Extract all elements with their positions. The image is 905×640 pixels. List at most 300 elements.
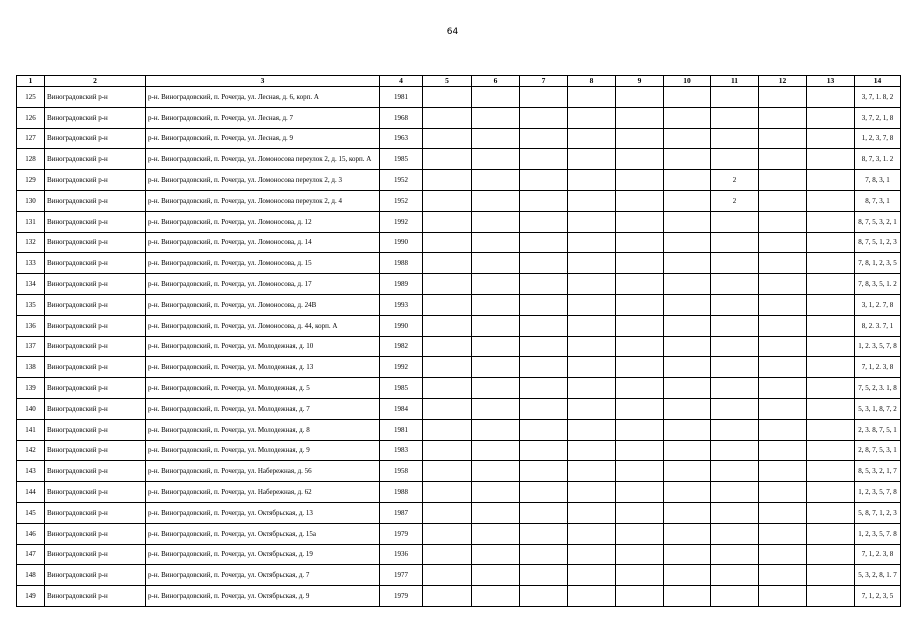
table-row: [17, 378, 901, 399]
column-12-cell: [759, 232, 807, 253]
column-8-cell: [568, 128, 616, 149]
district-cell: Виноградовский р-н: [45, 440, 146, 461]
column-8-cell: [568, 253, 616, 274]
column-11-cell: [711, 149, 759, 170]
column-9-cell: [616, 482, 664, 503]
table-row: [17, 253, 901, 274]
column-11-cell: [711, 461, 759, 482]
year-cell: 1952: [380, 170, 423, 191]
column-8-cell: [568, 398, 616, 419]
column-9-cell: [616, 544, 664, 565]
column-10-cell: [664, 378, 711, 399]
district-cell: Виноградовский р-н: [45, 502, 146, 523]
row-number-cell: 140: [17, 398, 45, 419]
column-12-cell: [759, 544, 807, 565]
column-6-cell: [472, 482, 520, 503]
year-cell: 1963: [380, 128, 423, 149]
column-7-cell: [520, 294, 568, 315]
row-number-cell: 133: [17, 253, 45, 274]
column-14-cell: 7, 1, 2, 3, 5: [855, 586, 901, 607]
address-cell: р-н. Виноградовский, п. Рочегда, ул. Лесная, д. 7: [146, 107, 380, 128]
address-cell: р-н. Виноградовский, п. Рочегда, ул. Набережная, д. 56: [146, 461, 380, 482]
column-9-cell: [616, 461, 664, 482]
district-cell: Виноградовский р-н: [45, 357, 146, 378]
column-7-cell: [520, 461, 568, 482]
district-cell: Виноградовский р-н: [45, 87, 146, 108]
column-8-cell: [568, 440, 616, 461]
column-14-cell: 2, 3. 8, 7, 5, 1: [855, 419, 901, 440]
column-8-cell: [568, 544, 616, 565]
year-cell: 1981: [380, 419, 423, 440]
column-8-cell: [568, 315, 616, 336]
column-13-cell: [807, 128, 855, 149]
column-11-cell: [711, 482, 759, 503]
column-7-cell: [520, 419, 568, 440]
column-8-cell: [568, 190, 616, 211]
column-12-cell: [759, 440, 807, 461]
column-7-cell: [520, 357, 568, 378]
column-13-cell: [807, 419, 855, 440]
column-8-cell: [568, 419, 616, 440]
column-5-cell: [423, 107, 472, 128]
column-14-cell: 1, 2, 3, 7, 8: [855, 128, 901, 149]
table-row: [17, 149, 901, 170]
year-cell: 1952: [380, 190, 423, 211]
column-5-cell: [423, 315, 472, 336]
column-10-cell: [664, 461, 711, 482]
column-10-cell: [664, 523, 711, 544]
column-10-cell: [664, 440, 711, 461]
column-14-cell: 8, 7, 5, 1, 2, 3: [855, 232, 901, 253]
table-row: [17, 544, 901, 565]
column-6-cell: [472, 294, 520, 315]
column-8-cell: [568, 523, 616, 544]
district-cell: Виноградовский р-н: [45, 378, 146, 399]
column-6-cell: [472, 378, 520, 399]
column-5-cell: [423, 357, 472, 378]
column-12-cell: [759, 274, 807, 295]
column-9-cell: [616, 586, 664, 607]
column-14-cell: 5, 3, 1, 8, 7, 2: [855, 398, 901, 419]
column-5-cell: [423, 149, 472, 170]
column-10-cell: [664, 274, 711, 295]
column-header-2: 2: [45, 76, 146, 87]
column-10-cell: [664, 294, 711, 315]
column-8-cell: [568, 461, 616, 482]
column-13-cell: [807, 357, 855, 378]
address-cell: р-н. Виноградовский, п. Рочегда, ул. Ломоносова переулок 2, д. 4: [146, 190, 380, 211]
column-7-cell: [520, 232, 568, 253]
column-9-cell: [616, 419, 664, 440]
column-7-cell: [520, 398, 568, 419]
column-12-cell: [759, 523, 807, 544]
column-11-cell: 2: [711, 170, 759, 191]
year-cell: 1987: [380, 502, 423, 523]
district-cell: Виноградовский р-н: [45, 461, 146, 482]
column-header-13: 13: [807, 76, 855, 87]
district-cell: Виноградовский р-н: [45, 149, 146, 170]
column-7-cell: [520, 87, 568, 108]
column-11-cell: [711, 315, 759, 336]
table-row: [17, 586, 901, 607]
column-6-cell: [472, 190, 520, 211]
column-9-cell: [616, 523, 664, 544]
column-9-cell: [616, 232, 664, 253]
column-14-cell: 8, 7, 3, 1. 2: [855, 149, 901, 170]
column-13-cell: [807, 586, 855, 607]
table-row: [17, 440, 901, 461]
column-6-cell: [472, 232, 520, 253]
column-6-cell: [472, 315, 520, 336]
column-7-cell: [520, 170, 568, 191]
column-11-cell: [711, 232, 759, 253]
column-header-8: 8: [568, 76, 616, 87]
year-cell: 1984: [380, 398, 423, 419]
column-8-cell: [568, 107, 616, 128]
address-cell: р-н. Виноградовский, п. Рочегда, ул. Октябрьская, д. 9: [146, 586, 380, 607]
column-14-cell: 7, 5, 2, 3. 1, 8: [855, 378, 901, 399]
year-cell: 1992: [380, 357, 423, 378]
district-cell: Виноградовский р-н: [45, 274, 146, 295]
row-number-cell: 128: [17, 149, 45, 170]
district-cell: Виноградовский р-н: [45, 128, 146, 149]
column-10-cell: [664, 232, 711, 253]
column-header-12: 12: [759, 76, 807, 87]
year-cell: 1985: [380, 149, 423, 170]
row-number-cell: 145: [17, 502, 45, 523]
column-14-cell: 7, 1, 2. 3, 8: [855, 544, 901, 565]
column-13-cell: [807, 232, 855, 253]
district-cell: Виноградовский р-н: [45, 523, 146, 544]
column-5-cell: [423, 440, 472, 461]
row-number-cell: 136: [17, 315, 45, 336]
address-cell: р-н. Виноградовский, п. Рочегда, ул. Молодежная, д. 8: [146, 419, 380, 440]
column-14-cell: 5, 8, 7, 1, 2, 3: [855, 502, 901, 523]
table-row: [17, 565, 901, 586]
row-number-cell: 134: [17, 274, 45, 295]
year-cell: 1983: [380, 440, 423, 461]
row-number-cell: 135: [17, 294, 45, 315]
column-11-cell: [711, 253, 759, 274]
district-cell: Виноградовский р-н: [45, 586, 146, 607]
column-11-cell: [711, 565, 759, 586]
column-8-cell: [568, 357, 616, 378]
column-10-cell: [664, 87, 711, 108]
column-13-cell: [807, 170, 855, 191]
row-number-cell: 149: [17, 586, 45, 607]
district-cell: Виноградовский р-н: [45, 482, 146, 503]
address-cell: р-н. Виноградовский, п. Рочегда, ул. Ломоносова переулок 2, д. 15, корп. А: [146, 149, 380, 170]
column-9-cell: [616, 107, 664, 128]
district-cell: Виноградовский р-н: [45, 544, 146, 565]
column-7-cell: [520, 565, 568, 586]
year-cell: 1958: [380, 461, 423, 482]
district-cell: Виноградовский р-н: [45, 211, 146, 232]
column-9-cell: [616, 565, 664, 586]
table-row: [17, 170, 901, 191]
column-14-cell: 1, 2, 3, 5, 7. 8: [855, 523, 901, 544]
address-cell: р-н. Виноградовский, п. Рочегда, ул. Октябрьская, д. 15а: [146, 523, 380, 544]
column-5-cell: [423, 565, 472, 586]
data-table: [16, 75, 901, 607]
address-cell: р-н. Виноградовский, п. Рочегда, ул. Ломоносова, д. 17: [146, 274, 380, 295]
year-cell: 1985: [380, 378, 423, 399]
address-cell: р-н. Виноградовский, п. Рочегда, ул. Молодежная, д. 5: [146, 378, 380, 399]
column-5-cell: [423, 419, 472, 440]
column-6-cell: [472, 586, 520, 607]
year-cell: 1988: [380, 253, 423, 274]
column-12-cell: [759, 586, 807, 607]
row-number-cell: 125: [17, 87, 45, 108]
year-cell: 1988: [380, 482, 423, 503]
column-14-cell: 7, 8, 3, 1: [855, 170, 901, 191]
column-8-cell: [568, 211, 616, 232]
column-11-cell: [711, 398, 759, 419]
address-cell: р-н. Виноградовский, п. Рочегда, ул. Ломоносова, д. 14: [146, 232, 380, 253]
column-header-4: 4: [380, 76, 423, 87]
address-cell: р-н. Виноградовский, п. Рочегда, ул. Октябрьская, д. 19: [146, 544, 380, 565]
column-14-cell: 7, 8, 1, 2, 3, 5: [855, 253, 901, 274]
column-13-cell: [807, 378, 855, 399]
column-header-11: 11: [711, 76, 759, 87]
table-row: [17, 502, 901, 523]
column-7-cell: [520, 544, 568, 565]
column-6-cell: [472, 274, 520, 295]
table-row: [17, 523, 901, 544]
column-5-cell: [423, 232, 472, 253]
column-9-cell: [616, 398, 664, 419]
column-6-cell: [472, 128, 520, 149]
column-13-cell: [807, 440, 855, 461]
column-9-cell: [616, 502, 664, 523]
column-5-cell: [423, 170, 472, 191]
column-9-cell: [616, 149, 664, 170]
column-header-14: 14: [855, 76, 901, 87]
table-row: [17, 315, 901, 336]
column-5-cell: [423, 461, 472, 482]
year-cell: 1977: [380, 565, 423, 586]
table-row: [17, 190, 901, 211]
column-10-cell: [664, 253, 711, 274]
column-12-cell: [759, 294, 807, 315]
year-cell: 1992: [380, 211, 423, 232]
address-cell: р-н. Виноградовский, п. Рочегда, ул. Молодежная, д. 7: [146, 398, 380, 419]
column-7-cell: [520, 315, 568, 336]
column-13-cell: [807, 565, 855, 586]
column-6-cell: [472, 211, 520, 232]
column-13-cell: [807, 461, 855, 482]
district-cell: Виноградовский р-н: [45, 170, 146, 191]
column-6-cell: [472, 523, 520, 544]
column-9-cell: [616, 378, 664, 399]
column-13-cell: [807, 544, 855, 565]
column-10-cell: [664, 357, 711, 378]
district-cell: Виноградовский р-н: [45, 232, 146, 253]
column-12-cell: [759, 482, 807, 503]
column-12-cell: [759, 87, 807, 108]
column-13-cell: [807, 336, 855, 357]
column-11-cell: [711, 128, 759, 149]
column-header-1: 1: [17, 76, 45, 87]
column-6-cell: [472, 107, 520, 128]
column-6-cell: [472, 87, 520, 108]
column-14-cell: 7, 8, 3, 5, 1. 2: [855, 274, 901, 295]
column-10-cell: [664, 502, 711, 523]
column-11-cell: [711, 294, 759, 315]
column-header-10: 10: [664, 76, 711, 87]
address-cell: р-н. Виноградовский, п. Рочегда, ул. Молодежная, д. 13: [146, 357, 380, 378]
column-10-cell: [664, 149, 711, 170]
column-12-cell: [759, 190, 807, 211]
row-number-cell: 127: [17, 128, 45, 149]
column-6-cell: [472, 502, 520, 523]
column-9-cell: [616, 87, 664, 108]
row-number-cell: 131: [17, 211, 45, 232]
column-7-cell: [520, 253, 568, 274]
column-14-cell: 8, 5, 3, 2, 1, 7: [855, 461, 901, 482]
column-5-cell: [423, 586, 472, 607]
row-number-cell: 139: [17, 378, 45, 399]
district-cell: Виноградовский р-н: [45, 190, 146, 211]
column-14-cell: 5, 3, 2, 8, 1. 7: [855, 565, 901, 586]
district-cell: Виноградовский р-н: [45, 107, 146, 128]
district-cell: Виноградовский р-н: [45, 294, 146, 315]
column-5-cell: [423, 211, 472, 232]
row-number-cell: 137: [17, 336, 45, 357]
column-14-cell: 7, 1, 2. 3, 8: [855, 357, 901, 378]
address-cell: р-н. Виноградовский, п. Рочегда, ул. Октябрьская, д. 7: [146, 565, 380, 586]
row-number-cell: 129: [17, 170, 45, 191]
column-6-cell: [472, 419, 520, 440]
column-8-cell: [568, 232, 616, 253]
address-cell: р-н. Виноградовский, п. Рочегда, ул. Лесная, д. 9: [146, 128, 380, 149]
column-13-cell: [807, 315, 855, 336]
column-7-cell: [520, 336, 568, 357]
column-7-cell: [520, 482, 568, 503]
address-cell: р-н. Виноградовский, п. Рочегда, ул. Ломоносова, д. 24В: [146, 294, 380, 315]
district-cell: Виноградовский р-н: [45, 419, 146, 440]
column-12-cell: [759, 253, 807, 274]
column-6-cell: [472, 544, 520, 565]
address-cell: р-н. Виноградовский, п. Рочегда, ул. Ломоносова, д. 15: [146, 253, 380, 274]
row-number-cell: 130: [17, 190, 45, 211]
row-number-cell: 138: [17, 357, 45, 378]
column-5-cell: [423, 128, 472, 149]
column-7-cell: [520, 586, 568, 607]
column-11-cell: [711, 378, 759, 399]
column-13-cell: [807, 149, 855, 170]
column-14-cell: 8, 2. 3. 7, 1: [855, 315, 901, 336]
column-8-cell: [568, 502, 616, 523]
column-14-cell: 2, 8, 7, 5, 3, 1: [855, 440, 901, 461]
column-8-cell: [568, 378, 616, 399]
column-10-cell: [664, 419, 711, 440]
column-11-cell: [711, 87, 759, 108]
column-header-3: 3: [146, 76, 380, 87]
column-5-cell: [423, 482, 472, 503]
column-12-cell: [759, 398, 807, 419]
column-9-cell: [616, 128, 664, 149]
column-5-cell: [423, 523, 472, 544]
row-number-cell: 146: [17, 523, 45, 544]
column-9-cell: [616, 294, 664, 315]
column-7-cell: [520, 211, 568, 232]
column-6-cell: [472, 398, 520, 419]
year-cell: 1989: [380, 274, 423, 295]
column-11-cell: [711, 440, 759, 461]
column-12-cell: [759, 170, 807, 191]
column-9-cell: [616, 190, 664, 211]
column-6-cell: [472, 357, 520, 378]
column-13-cell: [807, 190, 855, 211]
column-14-cell: 8, 7, 5, 3, 2, 1: [855, 211, 901, 232]
column-13-cell: [807, 107, 855, 128]
column-14-cell: 8, 7, 3, 1: [855, 190, 901, 211]
column-5-cell: [423, 336, 472, 357]
column-14-cell: 3, 1, 2. 7, 8: [855, 294, 901, 315]
column-11-cell: 2: [711, 190, 759, 211]
column-11-cell: [711, 274, 759, 295]
address-cell: р-н. Виноградовский, п. Рочегда, ул. Набережная, д. 62: [146, 482, 380, 503]
column-6-cell: [472, 565, 520, 586]
column-13-cell: [807, 274, 855, 295]
column-11-cell: [711, 502, 759, 523]
year-cell: 1982: [380, 336, 423, 357]
district-cell: Виноградовский р-н: [45, 565, 146, 586]
column-13-cell: [807, 398, 855, 419]
column-8-cell: [568, 336, 616, 357]
column-12-cell: [759, 107, 807, 128]
column-11-cell: [711, 544, 759, 565]
table-body: [17, 87, 901, 607]
district-cell: Виноградовский р-н: [45, 398, 146, 419]
column-13-cell: [807, 502, 855, 523]
page-number: 64: [446, 27, 459, 37]
column-13-cell: [807, 87, 855, 108]
column-6-cell: [472, 440, 520, 461]
column-9-cell: [616, 253, 664, 274]
column-10-cell: [664, 336, 711, 357]
column-6-cell: [472, 336, 520, 357]
table-row: [17, 398, 901, 419]
column-9-cell: [616, 211, 664, 232]
table-row: [17, 274, 901, 295]
table-row: [17, 357, 901, 378]
column-14-cell: 1, 2. 3, 5, 7, 8: [855, 336, 901, 357]
table-row: [17, 461, 901, 482]
column-12-cell: [759, 378, 807, 399]
column-10-cell: [664, 544, 711, 565]
column-11-cell: [711, 523, 759, 544]
column-8-cell: [568, 586, 616, 607]
year-cell: 1979: [380, 586, 423, 607]
column-5-cell: [423, 274, 472, 295]
column-8-cell: [568, 565, 616, 586]
address-cell: р-н. Виноградовский, п. Рочегда, ул. Ломоносова, д. 44, корп. А: [146, 315, 380, 336]
district-cell: Виноградовский р-н: [45, 336, 146, 357]
row-number-cell: 126: [17, 107, 45, 128]
column-12-cell: [759, 128, 807, 149]
column-13-cell: [807, 482, 855, 503]
column-8-cell: [568, 170, 616, 191]
column-9-cell: [616, 274, 664, 295]
column-5-cell: [423, 294, 472, 315]
column-8-cell: [568, 274, 616, 295]
row-number-cell: 147: [17, 544, 45, 565]
year-cell: 1968: [380, 107, 423, 128]
column-7-cell: [520, 107, 568, 128]
column-10-cell: [664, 170, 711, 191]
